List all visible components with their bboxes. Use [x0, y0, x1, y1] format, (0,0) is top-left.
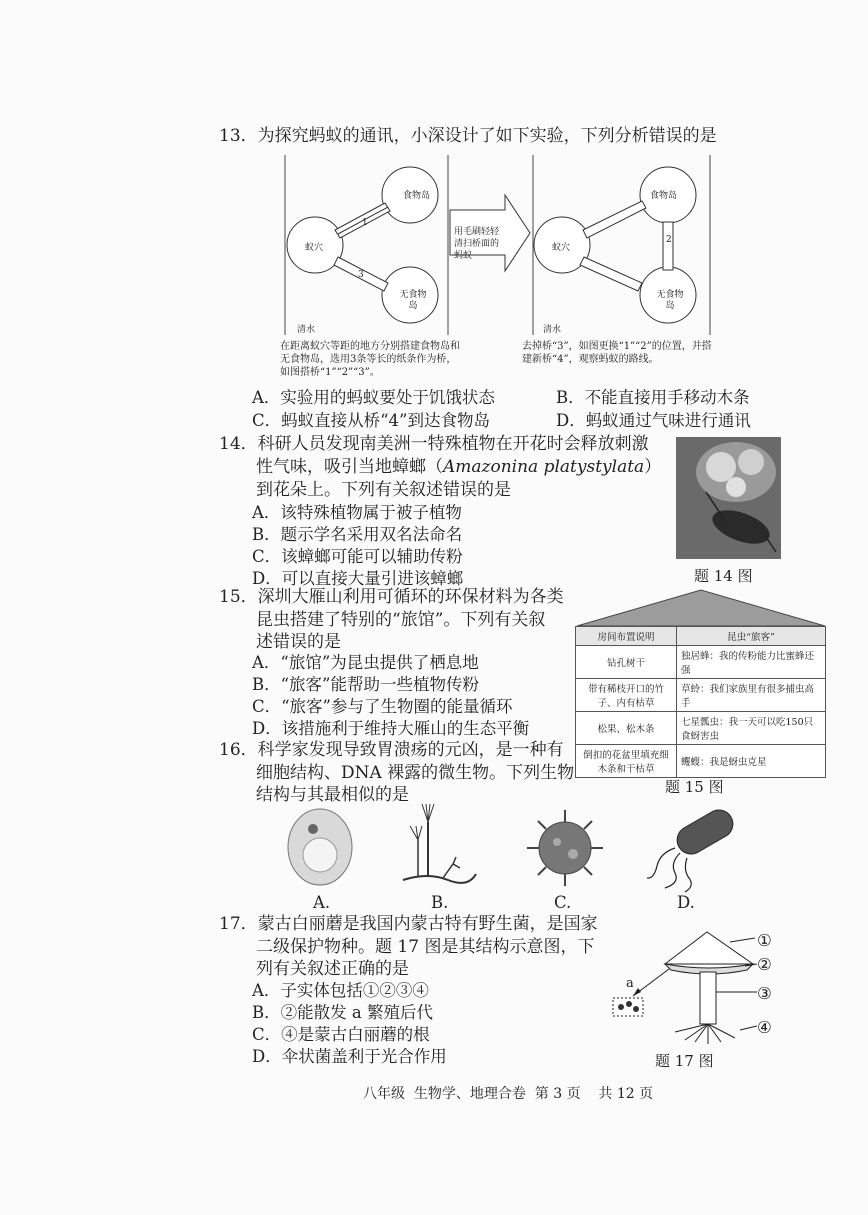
q15-figure-caption: 题 15 图 [665, 778, 724, 796]
q17-spore-label: a [626, 976, 634, 991]
q17-option-a: A．子实体包括①②③④ [252, 981, 429, 1000]
q13-left-water-label: 清水 [297, 325, 316, 335]
q16-label-d: D. [677, 893, 695, 912]
q14-stem-line3: 到花朵上。下列有关叙述错误的是 [256, 480, 511, 500]
q15-option-d: D．该措施利于维持大雁山的生态平衡 [252, 719, 530, 738]
q17-stem-line1: 17．蒙古白丽蘑是我国内蒙古特有野生菌，是国家 [219, 914, 598, 934]
q13-arrow-text: 用毛刷轻轻清扫桥面的蚂蚁 [454, 227, 500, 261]
q13-right-water-label: 清水 [543, 325, 562, 335]
q13-option-c: C．蚂蚁直接从桥“4”到达食物岛 [252, 411, 490, 430]
q16-stem-line2: 细胞结构、DNA 裸露的微生物。下列生物 [256, 763, 575, 783]
q16-option-d-bacterium-image [645, 808, 740, 893]
hotel-guest-2: 草蛉：我们家族里有很多捕虫高手 [677, 679, 826, 712]
q13-right-food-island-label: 食物岛 [650, 191, 678, 201]
q15-stem-line2: 昆虫搭建了特别的“旅馆”。下列有关叙 [256, 610, 546, 630]
q14-option-c: C．该蟑螂可能可以辅助传粉 [252, 547, 463, 566]
q14-option-b: B．题示学名采用双名法命名 [252, 525, 463, 544]
q13-bridge1-label: 1 [362, 218, 368, 228]
page-footer: 八年级 生物学、地理合卷 第 3 页 共 12 页 [363, 1086, 654, 1102]
q15-stem-line1: 15．深圳大雁山利用可循环的环保材料为各类 [219, 587, 564, 607]
q15-option-c: C．“旅客”参与了生物圈的能量循环 [252, 697, 513, 716]
insect-hotel-table [575, 626, 826, 778]
q14-stem-line1: 14．科研人员发现南美洲一特殊植物在开花时会释放刺激 [219, 434, 649, 454]
q13-left-food-island-label: 食物岛 [403, 191, 431, 201]
q16-option-c-virus-image [525, 808, 605, 888]
q16-option-a-cell-image [285, 805, 355, 887]
hotel-guest-4: 蠼螋：我是蚜虫克星 [677, 745, 826, 778]
q17-label-2: ② [757, 955, 772, 974]
q16-stem-line1: 16．科学家发现导致胃溃疡的元凶，是一种有 [219, 740, 564, 760]
q13-left-caption: 在距离蚁穴等距的地方分别搭建食物岛和无食物岛，选用3条等长的纸条作为桥，如图搭桥“1”“2”“3”。 [280, 341, 460, 378]
q16-label-c: C. [554, 893, 572, 912]
q15-option-b: B．“旅客”能帮助一些植物传粉 [252, 675, 479, 694]
q16-label-b: B. [431, 893, 449, 912]
hotel-room-4: 倒扣的花盆里填充细木条和干枯草 [576, 745, 677, 778]
hotel-room-3: 松果、松木条 [576, 712, 677, 745]
q13-option-d: D．蚂蚁通过气味进行通讯 [556, 411, 751, 430]
q15-option-a: A．“旅馆”为昆虫提供了栖息地 [252, 653, 479, 672]
q14-option-d: D．可以直接大量引进该蟑螂 [252, 569, 464, 588]
q17-label-4: ④ [757, 1018, 772, 1037]
q17-figure-caption: 题 17 图 [655, 1052, 714, 1070]
q15-stem-line3: 述错误的是 [256, 632, 341, 652]
hotel-guest-1: 独居蜂：我的传粉能力比蜜蜂还强 [677, 646, 826, 679]
q13-bridge2-label: 2 [666, 235, 672, 245]
q17-option-c: C．④是蒙古白丽蘑的根 [252, 1025, 430, 1044]
q17-label-1: ① [757, 931, 772, 950]
q13-right-nofood-island-label: 无食物岛 [656, 290, 684, 311]
q17-stem-line3: 列有关叙述正确的是 [256, 959, 409, 979]
q14-stem-line2: 性气味，吸引当地蟑螂（Amazonina platystylata） [256, 457, 662, 477]
q13-right-caption: 去掉桥“3”，如图更换“1”“2”的位置，并搭建新桥“4”，观察蚂蚁的路线。 [522, 341, 712, 365]
q13-option-a: A．实验用的蚂蚁要处于饥饿状态 [252, 388, 495, 407]
q16-stem-line3: 结构与其最相似的是 [256, 785, 409, 805]
q13-bridge3-label: 3 [358, 270, 364, 280]
q14-figure-caption: 题 14 图 [694, 567, 753, 585]
q14-option-a: A．该特殊植物属于被子植物 [252, 503, 462, 522]
hotel-room-2: 带有稀枝开口的竹子、内有枯草 [576, 679, 677, 712]
q17-option-b: B．②能散发 a 繁殖后代 [252, 1003, 433, 1022]
q13-right-nest-label: 蚁穴 [552, 243, 571, 253]
q13-left-nofood-island-label: 无食物岛 [399, 290, 427, 311]
q17-option-d: D．伞状菌盖利于光合作用 [252, 1047, 447, 1066]
hotel-header-right: 昆虫“旅客” [677, 627, 826, 646]
q16-label-a: A. [313, 893, 331, 912]
q14-latin-name: Amazonina platystylata [443, 457, 645, 477]
cockroach-on-flower-photo [676, 437, 781, 559]
insect-hotel-roof [575, 588, 827, 628]
q17-label-3: ③ [757, 984, 772, 1003]
q13-left-nest-label: 蚁穴 [305, 243, 324, 253]
hotel-header-left: 房间布置说明 [576, 627, 677, 646]
hotel-room-1: 钻孔树干 [576, 646, 677, 679]
hotel-guest-3: 七星瓢虫：我一天可以吃150只食蚜害虫 [677, 712, 826, 745]
q16-option-b-mold-image [398, 802, 478, 890]
q13-option-b: B．不能直接用手移动木条 [556, 388, 750, 407]
q13-stem: 13．为探究蚂蚁的通讯，小深设计了如下实验，下列分析错误的是 [219, 126, 717, 146]
q17-stem-line2: 二级保护物种。题 17 图是其结构示意图，下 [256, 937, 595, 957]
